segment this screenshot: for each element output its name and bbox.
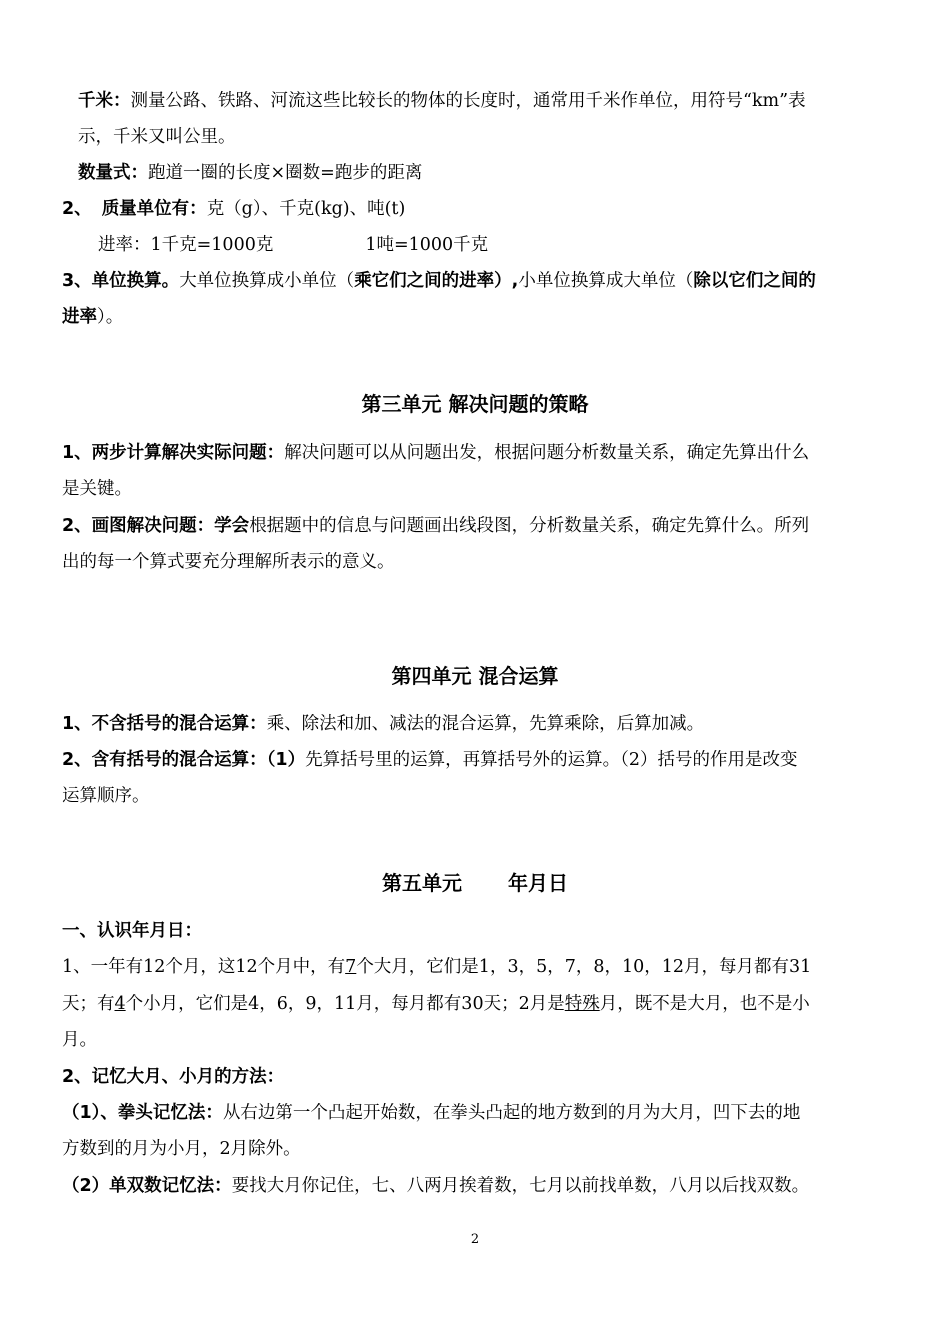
unit5-p2-a: 天；有 (62, 994, 115, 1014)
unit4-p2-label: 2、含有括号的混合运算：（1） (62, 750, 306, 770)
unit3-p1-text: 解决问题可以从问题出发，根据问题分析数量关系，确定先算出什么 (284, 443, 810, 463)
unit5-section-1: 一、认识年月日： (62, 921, 202, 941)
unit4-heading: 第四单元 混合运算 (391, 664, 559, 688)
unit5-p1-line-2 (62, 989, 888, 1019)
mass-units-line (62, 194, 888, 224)
unit4-p2-line-2 (62, 781, 888, 811)
km-text: 测量公路、铁路、河流这些比较长的物体的长度时，通常用千米作单位，用符号“km”表 (130, 91, 806, 111)
conversion-bold-3: 进率 (62, 307, 97, 327)
unit3-p2-text-cont: 出的每一个算式要充分理解所表示的意义。 (62, 552, 395, 572)
conversion-text-1: 大单位换算成小单位（ (179, 271, 355, 291)
unit5-m2-text: 要找大月你记住，七、八两月挨着数，七月以前找单数，八月以后找双数。 (231, 1176, 810, 1196)
km-paragraph-line-1 (78, 86, 888, 116)
conversion-line-2 (62, 302, 888, 332)
unit3-p1-line-1 (62, 438, 888, 468)
unit5-m2-label: （2）单双数记忆法： (62, 1176, 232, 1196)
quantity-text: 跑道一圈的长度×圈数=跑步的距离 (148, 163, 423, 183)
unit5-p1-line-3: 月。 (62, 1030, 97, 1050)
conversion-bold-1: 乘它们之间的进率）, (354, 271, 519, 291)
unit5-p2-underline-2: 特殊 (564, 994, 600, 1014)
unit4-p2-text: 先算括号里的运算，再算括号外的运算。（2）括号的作用是改变 (305, 750, 798, 770)
unit3-p2-line-2 (62, 547, 888, 577)
unit5-p1-line-1 (62, 952, 888, 982)
conversion-bold-2: 除以它们之间的 (693, 271, 816, 291)
rate-ton: 1吨=1000千克 (365, 235, 489, 255)
unit4-p2-line-1 (62, 745, 888, 775)
unit3-p2-text: 根据题中的信息与问题画出线段图，分析数量关系，确定先算什么。所列 (249, 516, 810, 536)
unit5-m1-line-2: 方数到的月为小月，2月除外。 (62, 1139, 301, 1159)
conversion-label: 3、单位换算。 (62, 271, 180, 291)
unit5-p1-a: 1、一年有12个月，这12个月中，有 (62, 957, 346, 977)
unit5-m1-label: （1）、拳头记忆法： (62, 1103, 223, 1123)
unit5-p1-underline: 7 (345, 957, 357, 977)
quantity-label: 数量式： (78, 163, 148, 183)
unit4-p1-text: 乘、除法和加、减法的混合运算，先算乘除，后算加减。 (266, 714, 705, 734)
conversion-text-2: 小单位换算成大单位（ (518, 271, 694, 291)
unit5-heading-b: 年月日 (508, 871, 568, 895)
unit3-p1-label: 1、两步计算解决实际问题： (62, 443, 285, 463)
mass-units: 克（g）、千克(kg)、吨(t) (206, 199, 406, 219)
unit4-p1-line (62, 709, 888, 739)
km-text-cont: 示，千米又叫公里。 (78, 127, 236, 147)
unit3-p2-label: 2、画图解决问题：学会 (62, 516, 250, 536)
quantity-formula-line (78, 158, 888, 188)
unit5-p2-underline-1: 4 (114, 994, 126, 1014)
unit5-m1-line-1 (62, 1098, 888, 1128)
unit5-section-2: 2、记忆大月、小月的方法： (62, 1067, 285, 1087)
unit5-p2-c: 月，既不是大月，也不是小 (599, 994, 810, 1014)
rate-line (98, 230, 888, 260)
mass-number: 2、 (62, 199, 92, 219)
unit3-p2-line-1 (62, 511, 888, 541)
unit5-heading-a: 第五单元 (382, 871, 462, 895)
conversion-line-1 (62, 266, 888, 296)
conversion-text-3: ）。 (97, 307, 124, 327)
km-label: 千米： (78, 91, 131, 111)
unit3-p1-line-2 (62, 474, 888, 504)
mass-label: 质量单位有： (101, 199, 207, 219)
unit5-p1-b: 个大月，它们是1，3，5，7，8，10，12月，每月都有31 (356, 957, 812, 977)
unit4-p1-label: 1、不含括号的混合运算： (62, 714, 267, 734)
unit5-m2-line (62, 1171, 888, 1201)
unit5-heading (0, 867, 950, 896)
rate-kg: 进率：1千克=1000克 (98, 235, 274, 255)
unit4-p2-text-cont: 运算顺序。 (62, 786, 150, 806)
unit3-heading: 第三单元 解决问题的策略 (361, 392, 589, 416)
unit3-p1-text-cont: 是关键。 (62, 479, 132, 499)
km-paragraph-line-2 (78, 122, 888, 152)
unit5-m1-text: 从右边第一个凸起开始数，在拳头凸起的地方数到的月为大月，凹下去的地 (222, 1103, 801, 1123)
page-number: 2 (470, 1232, 480, 1247)
unit5-p2-b: 个小月，它们是4，6，9，11月，每月都有30天；2月是 (125, 994, 565, 1014)
